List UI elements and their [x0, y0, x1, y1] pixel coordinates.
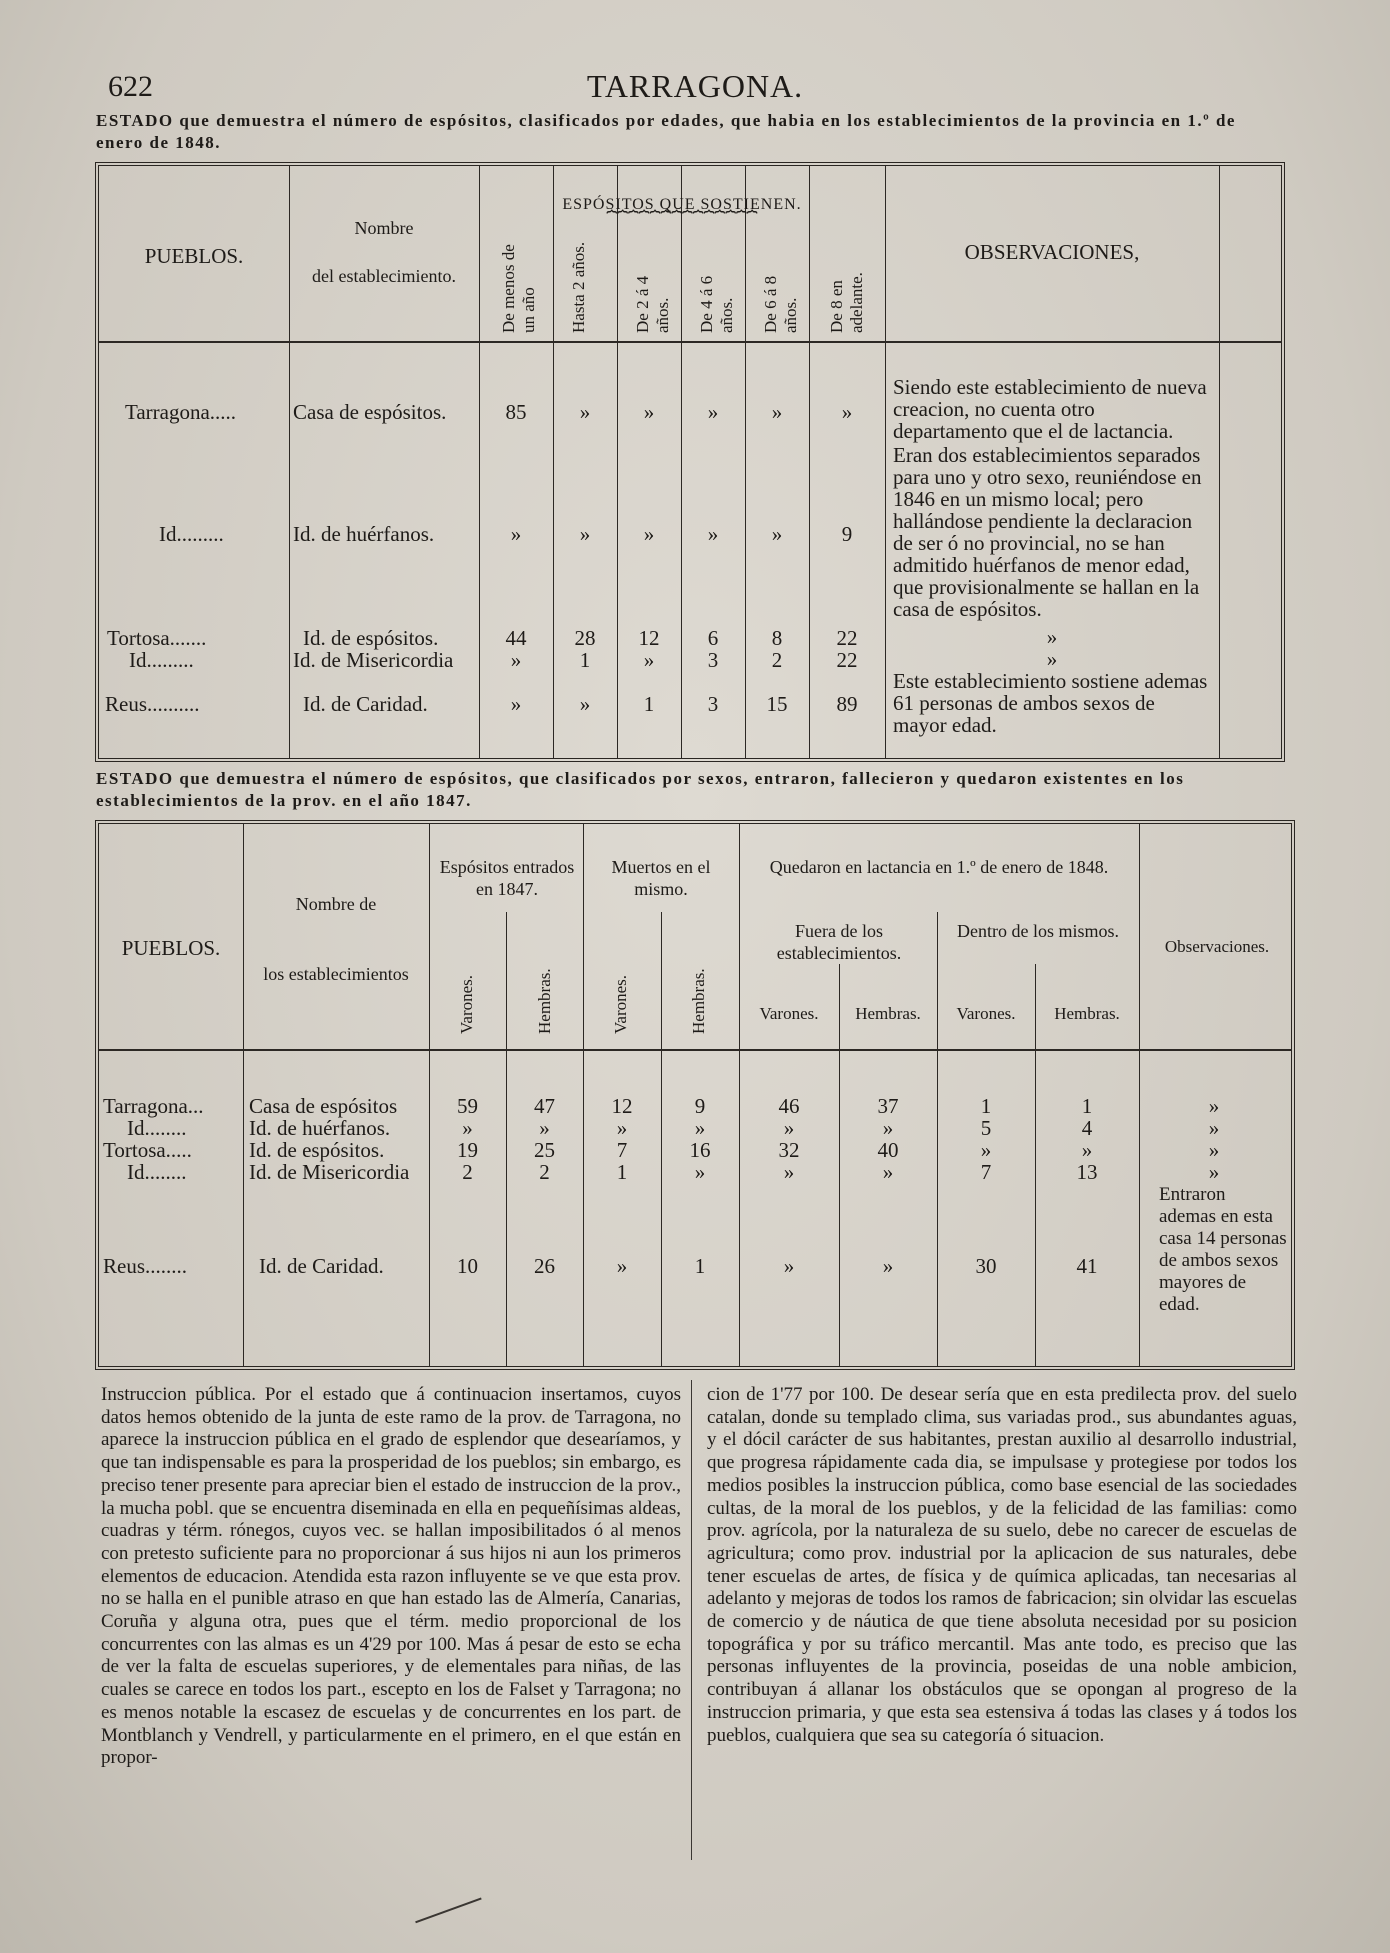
t2-r4-pueblo: Reus........	[103, 1254, 187, 1278]
t1-r0-v5: »	[841, 400, 853, 424]
t1-r1-nombre: Id. de huérfanos.	[293, 522, 435, 546]
t2-r3-v4: »	[783, 1160, 795, 1184]
t2-head-muertos: Muertos en el mismo.	[611, 857, 711, 899]
ink-mark	[408, 1879, 481, 1924]
t2-r1-v2: »	[616, 1116, 628, 1140]
t2-r3-v1: 2	[539, 1160, 550, 1184]
t2-head-fuera: Fuera de los establecimientos.	[776, 921, 902, 963]
t2-r0-v4: 46	[778, 1094, 800, 1118]
t2-r3-v2: 1	[616, 1160, 628, 1184]
t2-head-varones-muertos: Varones.	[611, 974, 630, 1034]
t2-r0-v7: 1	[1081, 1094, 1093, 1118]
t1-r4-v0: »	[510, 692, 522, 716]
t2-head-hembras-muertos: Hembras.	[689, 968, 708, 1034]
t1-r3-v1: 1	[579, 648, 591, 672]
t1-obs-1: Eran dos establecimientos separados para uno y otro sexo, reuniéndose en 1846 en un mismo local; pero hallándose pendiente la declaracion de ser ó no provincial, no se han admitido huérfanos de menor edad, que provisionalmente se hallan en la casa de espósitos.	[893, 443, 1202, 621]
body-text-column-2: cion de 1'77 por 100. De desear sería que en esta predilecta prov. del suelo catalan, donde su templado clima, sus variadas prod., sus abundantes aguas, y el dócil carácter de sus habitantes, prestan auxilio al desarrollo industrial, que progresa rápidamente cada dia, se impulsase y protegiese por todos los medios posibles la instruccion pública, como base esencial de las sociedades cultas, de la moral de los pueblos, y de la felicidad de las familias: como prov. agrícola, por la naturaleza de su suelo, debe no carecer de escuelas de agricultura; como prov. industrial por la aplicacion de sus naturales, debe tener escuelas de artes, de física y de química aplicadas, tan necesarias al adelanto y mejoras de todos los ramos de fabricacion; sin olvidar las escuelas de comercio y de náutica de que tiene absoluta necesidad por su posicion topográfica y por su tráfico mercantil. Mas ante todo, es preciso que las personas influyentes de la provincia, poseidas de una noble ambicion, contribuyan á allanar los obstáculos que se opongan al progreso de la instruccion primaria, y que esta sea estensiva á todas las clases y á todos los pueblos, cualquiera que sea su categoría ó situacion.	[707, 1384, 1297, 1746]
t2-r0-pueblo: Tarragona...	[103, 1094, 204, 1118]
t2-r0-obs: »	[1208, 1094, 1220, 1118]
t2-r0-nombre: Casa de espósitos	[249, 1094, 398, 1118]
t1-r0-v1: »	[579, 400, 591, 424]
t1-head-pueblos: PUEBLOS.	[144, 244, 244, 268]
t2-r4-nombre: Id. de Caridad.	[259, 1254, 384, 1278]
t1-r4-v2: 1	[643, 692, 655, 716]
t1-age-0: De menos de un año	[499, 244, 538, 333]
t2-r4-obs: Entraron ademas en esta casa 14 personas de ambos sexos mayores de edad.	[1159, 1184, 1287, 1315]
t2-r1-nombre: Id. de huérfanos.	[249, 1116, 391, 1140]
t2-head-varones-dentro: Varones.	[956, 1004, 1016, 1023]
t2-r2-nombre: Id. de espósitos.	[249, 1138, 385, 1162]
t1-r0-v3: »	[707, 400, 719, 424]
t1-age-1: Hasta 2 años.	[569, 241, 588, 333]
t1-r0-v0: 85	[505, 400, 527, 424]
t2-head-nombre-a: Nombre de	[295, 894, 377, 914]
t2-r3-v5: »	[882, 1160, 894, 1184]
t2-head-obs: Observaciones.	[1164, 937, 1270, 956]
t1-r2-v5: 22	[836, 626, 858, 650]
t2-r2-v1: 25	[534, 1138, 555, 1162]
t2-r2-pueblo: Tortosa.....	[103, 1138, 192, 1162]
table1	[95, 162, 1285, 762]
t1-r3-v4: 2	[771, 648, 783, 672]
t1-r3-v3: 3	[707, 648, 719, 672]
t2-head-pueblos: PUEBLOS.	[121, 936, 221, 960]
t2-r1-v3: »	[694, 1116, 706, 1140]
t2-head-hembras-fuera: Hembras.	[855, 1004, 921, 1023]
t1-r4-nombre: Id. de Caridad.	[303, 692, 428, 716]
t1-obs-0: Siendo este establecimiento de nueva creacion, no cuenta otro departamento que el de lactancia.	[893, 375, 1207, 443]
t2-r4-v0: 10	[457, 1254, 478, 1278]
t1-obs-4: Este establecimiento sostiene ademas 61 personas de ambos sexos de mayor edad.	[893, 669, 1208, 737]
t1-r4-v3: 3	[707, 692, 719, 716]
t1-r1-v1: »	[579, 522, 591, 546]
t1-age-2: De 2 á 4 años.	[633, 275, 672, 333]
t2-r0-v1: 47	[534, 1094, 555, 1118]
t1-r4-v5: 89	[836, 692, 858, 716]
table2-caption: ESTADO que demuestra el número de espósitos, que clasificados por sexos, entraron, fallecieron y quedaron existentes en los establecimientos de la prov. en el año 1847.	[96, 769, 1185, 810]
table1-caption: ESTADO que demuestra el número de espósitos, clasificados por edades, que habia en los establecimientos de la provincia en 1.º de enero de 1848.	[96, 111, 1236, 152]
t1-r1-pueblo: Id.........	[159, 522, 224, 546]
t1-r2-nombre: Id. de espósitos.	[303, 626, 439, 650]
t1-r2-v1: 28	[574, 626, 596, 650]
t2-r1-v1: »	[539, 1116, 550, 1140]
t1-r0-v2: »	[643, 400, 655, 424]
page-number: 622	[108, 70, 153, 103]
t2-head-nombre-b: los establecimientos	[263, 964, 409, 984]
t2-r2-v6: »	[980, 1138, 992, 1162]
t2-r4-v5: »	[882, 1254, 894, 1278]
t1-head-nombre-a: Nombre	[354, 218, 414, 238]
t1-r1-v4: »	[771, 522, 783, 546]
t1-r1-v0: »	[510, 522, 522, 546]
table2	[95, 820, 1295, 1370]
t2-r1-pueblo: Id........	[127, 1116, 187, 1140]
t2-r3-pueblo: Id........	[127, 1160, 187, 1184]
t2-r1-v4: »	[783, 1116, 795, 1140]
t1-r2-v0: 44	[505, 626, 527, 650]
t2-r0-v3: 9	[694, 1094, 706, 1118]
t1-obs-2: »	[1046, 625, 1058, 649]
t2-r1-v5: »	[882, 1116, 894, 1140]
t1-r2-v3: 6	[707, 626, 719, 650]
t2-r2-v2: 7	[616, 1138, 628, 1162]
running-title: TARRAGONA.	[586, 68, 804, 104]
body-text-column-1: Instruccion pública. Por el estado que á continuacion insertamos, cuyos datos hemos obtenido de la junta de este ramo de la prov. de Tarragona, no aparece la instruccion pública en el grado de esplendor que desearíamos, y que tan indispensable es para la prosperidad de los pueblos; sin embargo, es preciso tener presente para apreciar bien el estado de instruccion de la prov., la mucha pobl. que se encuentra diseminada en ella en pequeñísimas aldeas, cuadras y térm. rónegos, cuyos vec. se hallan imposibilitados ó al menos con pretesto suficiente para no proporcionar á sus hijos ni aun los primeros elementos de educacion. Atendida esta razon influyente se ve que esta prov. no se halla en el punible atraso en que han estado las de Almería, Canarias, Coruña y alguna otra, pues que el térm. medio proporcional de los concurrentes con las almas es un 4'29 por 100. Mas á pesar de esto se echa de ver la falta de escuelas superiores, y de elementales para niñas, de las cuales se carece en todos los part., escepto en los de Falset y Tarragona; no es menos notable la escasez de escuelas y de concurrentes en los part. de Montblanch y Vendrell, y particularmente en el primero, en el que están en propor-	[101, 1384, 681, 1769]
t1-head-group: ESPÓSITOS QUE SOSTIENEN.	[562, 196, 802, 213]
t1-r4-v1: »	[579, 692, 591, 716]
t2-head-entrados: Espósitos entrados en 1847.	[439, 857, 575, 899]
t2-r0-v2: 12	[611, 1094, 633, 1118]
t1-r1-v3: »	[707, 522, 719, 546]
t1-head-obs: OBSERVACIONES,	[964, 240, 1140, 264]
t2-r4-v1: 26	[534, 1254, 555, 1278]
t2-head-varones-entrados: Varones.	[457, 974, 476, 1034]
t1-obs-3: »	[1046, 647, 1058, 671]
t2-head-hembras-dentro: Hembras.	[1054, 1004, 1120, 1023]
t2-r4-v3: 1	[694, 1254, 706, 1278]
t2-head-hembras-entrados: Hembras.	[535, 968, 554, 1034]
t2-r2-v3: 16	[689, 1138, 711, 1162]
t1-r1-v2: »	[643, 522, 655, 546]
t2-r0-v5: 37	[877, 1094, 899, 1118]
t2-r1-v6: 5	[980, 1116, 992, 1140]
t2-r2-v0: 19	[457, 1138, 478, 1162]
t1-age-5: De 8 en adelante.	[827, 272, 866, 333]
t2-r3-v0: 2	[462, 1160, 473, 1184]
t2-r4-v4: »	[783, 1254, 795, 1278]
t2-r2-v4: 32	[778, 1138, 800, 1162]
t1-r2-pueblo: Tortosa.......	[107, 626, 207, 650]
t2-r3-nombre: Id. de Misericordia	[249, 1160, 410, 1184]
t2-r1-v0: »	[462, 1116, 473, 1140]
t1-r3-v2: »	[643, 648, 655, 672]
t2-r0-v6: 1	[980, 1094, 992, 1118]
t2-r3-v7: 13	[1076, 1160, 1098, 1184]
column-divider	[691, 1380, 692, 1860]
t2-r1-obs: »	[1208, 1116, 1220, 1140]
t1-r2-v2: 12	[638, 626, 660, 650]
t2-r0-v0: 59	[457, 1094, 478, 1118]
t2-r1-v7: 4	[1081, 1116, 1093, 1140]
t1-r3-pueblo: Id.........	[129, 648, 194, 672]
t2-r3-obs: »	[1208, 1160, 1220, 1184]
t1-r3-v0: »	[510, 648, 522, 672]
t2-r2-obs: »	[1208, 1138, 1220, 1162]
t2-r4-v7: 41	[1076, 1254, 1098, 1278]
t1-r1-v5: 9	[841, 522, 853, 546]
t1-r2-v4: 8	[771, 626, 783, 650]
t1-r4-v4: 15	[766, 692, 788, 716]
t1-age-3: De 4 á 6 años.	[697, 275, 736, 333]
t1-r0-pueblo: Tarragona.....	[125, 400, 237, 424]
t2-head-dentro: Dentro de los mismos.	[957, 921, 1119, 941]
t2-r3-v3: »	[694, 1160, 706, 1184]
t2-r4-v2: »	[616, 1254, 628, 1278]
t1-age-4: De 6 á 8 años.	[761, 275, 800, 333]
t1-r3-v5: 22	[836, 648, 858, 672]
t2-r3-v6: 7	[980, 1160, 992, 1184]
t1-r0-nombre: Casa de espósitos.	[293, 400, 447, 424]
t2-r2-v7: »	[1081, 1138, 1093, 1162]
t2-head-quedaron: Quedaron en lactancia en 1.º de enero de 1848.	[769, 857, 1109, 877]
t1-head-group-brace: ⏞⏞⏞⏞⏞⏞⏞⏞⏞⏞⏞⏞⏞⏞	[606, 210, 758, 230]
t2-r4-v6: 30	[975, 1254, 997, 1278]
t1-r0-v4: »	[771, 400, 783, 424]
t2-r2-v5: 40	[877, 1138, 899, 1162]
t1-head-nombre-b: del establecimiento.	[312, 266, 456, 286]
t2-head-varones-fuera: Varones.	[759, 1004, 819, 1023]
t1-r4-pueblo: Reus..........	[105, 692, 200, 716]
t1-r3-nombre: Id. de Misericordia	[293, 648, 454, 672]
